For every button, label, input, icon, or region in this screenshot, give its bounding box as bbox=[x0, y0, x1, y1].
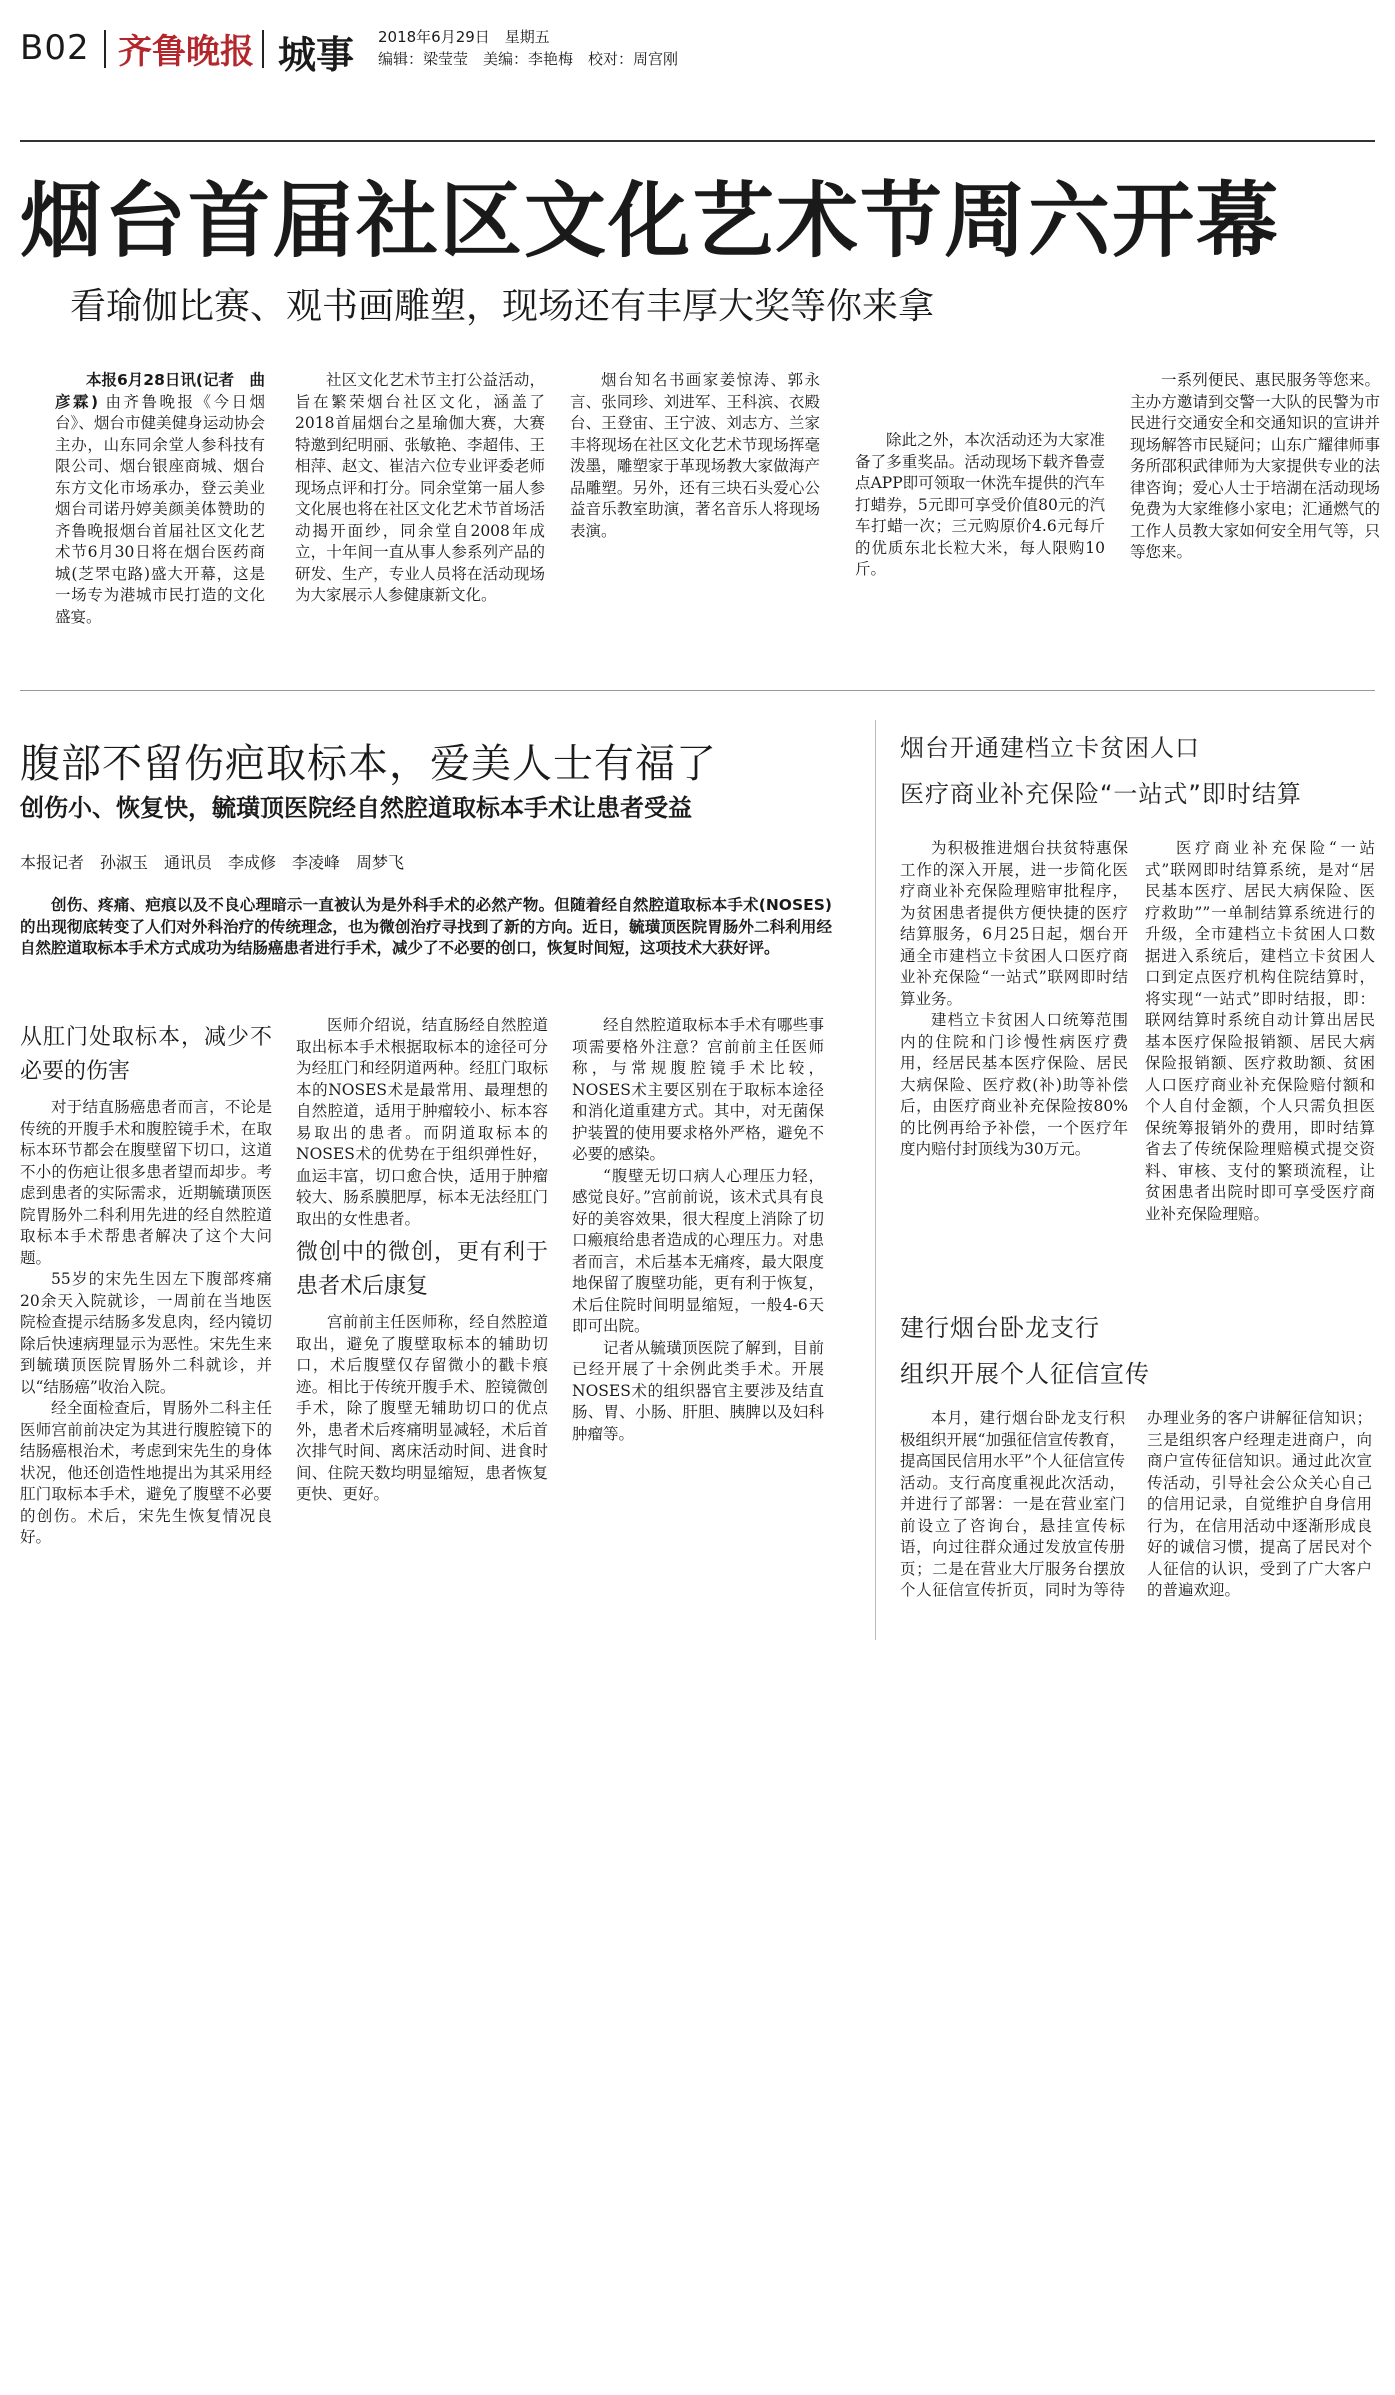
lead-dateline: 本报6月28日讯(记者 曲彦霖) bbox=[55, 371, 265, 411]
side1-column-2 bbox=[1145, 838, 1375, 1225]
paragraph: 经自然腔道取标本手术有哪些事项需要格外注意？宫前前主任医师称，与常规腹腔镜手术比较，NOSES术主要区别在于取标本途径和消化道重建方式。其中，对无菌保护装置的使用要求格外严格，避免不必要的感染。 bbox=[572, 1016, 824, 1163]
header-rule bbox=[20, 140, 1375, 142]
lead-col5-text: 一系列便民、惠民服务等您来。主办方邀请到交警一大队的民警为市民进行交通安全和交通知识的宣讲并现场解答市民疑问；山东广耀律师事务所邵积武律师为大家提供专业的法律咨询；爱心人士于培湖在活动现场免费为大家维修小家电；汇通燃气的工作人员教大家如何安全用气等，只等您来。 bbox=[1130, 371, 1380, 561]
lead-column-1 bbox=[55, 370, 265, 628]
section-name: 城事 bbox=[278, 32, 355, 77]
side2-body bbox=[900, 1408, 1372, 1602]
column-divider bbox=[875, 720, 876, 1640]
lead-col4-text: 除此之外，本次活动还为大家准备了多重奖品。活动现场下载齐鲁壹点APP即可领取一休洗车提供的汽车打蜡券，5元即可享受价值80元的汽车打蜡一次；三元购原价4.6元每斤的优质东北长粒大米，每人限购10斤。 bbox=[855, 431, 1105, 578]
issue-meta bbox=[378, 26, 678, 70]
lead-col1-text: 由齐鲁晚报《今日烟台》、烟台市健美健身运动协会主办，山东同余堂人参科技有限公司、烟台银座商城、烟台东方文化市场承办，登云美业烟台司诺丹婷美颜美体赞助的齐鲁晚报烟台首届社区文化艺术节6月30日将在烟台医药商城(芝罘屯路)盛大开幕，这是一场专为港城市民打造的文化盛宴。 bbox=[55, 392, 265, 626]
page-number: B02 bbox=[20, 28, 90, 68]
lead-col3-text: 烟台知名书画家姜惊涛、郭永言、张同珍、刘进军、王科滨、衣殿台、王登宙、王宁波、刘志方、兰家丰将现场在社区文化艺术节现场挥毫泼墨，雕塑家于革现场教大家做海产品雕塑。另外，还有三块石头爱心公益音乐教室助演，著名音乐人将现场表演。 bbox=[570, 371, 820, 540]
side1-title-line1: 烟台开通建档立卡贫困人口 bbox=[900, 734, 1200, 762]
hospital-title: 腹部不留伤疤取标本，爱美人士有福了 bbox=[20, 741, 717, 787]
crosshead: 从肛门处取标本，减少不必要的伤害 bbox=[20, 1025, 272, 1084]
lead-column-4 bbox=[855, 430, 1105, 581]
hospital-column-2 bbox=[296, 1015, 548, 1506]
lead-subheadline: 看瑜伽比赛、观书画雕塑，现场还有丰厚大奖等你来拿 bbox=[70, 286, 935, 327]
side1-title bbox=[900, 725, 1302, 817]
paragraph: 医师介绍说，结直肠经自然腔道取出标本手术根据取标本的途径可分为经肛门和经阴道两种。经肛门取标本的NOSES术是最常用、最理想的自然腔道，适用于肿瘤较小、标本容易取出的患者。而阴道取标本的NOSES术的优势在于组织弹性好，血运丰富，切口愈合快，适用于肿瘤较大、肠系膜肥厚，标本无法经肛门取出的女性患者。 bbox=[296, 1016, 548, 1228]
hospital-lead: 创伤、疼痛、疤痕以及不良心理暗示一直被认为是外科手术的必然产物。但随着经自然腔道取标本手术(NOSES)的出现彻底转变了人们对外科治疗的传统理念，也为微创治疗寻找到了新的方向。近日，毓璜顶医院胃肠外二科利用经自然腔道取标本手术方式成功为结肠癌患者进行手术，减少了不必要的创口，恢复时间短，这项技术大获好评。 bbox=[20, 896, 832, 957]
crosshead: 微创中的微创，更有利于患者术后康复 bbox=[296, 1240, 548, 1299]
issue-date: 2018年6月29日 星期五 bbox=[378, 28, 550, 46]
paragraph: 本月，建行烟台卧龙支行积极组织开展“加强征信宣传教育，提高国民信用水平”个人征信宣传活动。支行高度重视此次活动，并进行了部署：一是在营业室门前设立了咨询台，悬挂宣传标语，向过往群众通过发放宣传册页；二是在营业大厅服务台摆放个人征信宣传折页，同时为等待办理业务的客户讲解征信知识；三是组织客户经理走进商户，向商户宣传征信知识。通过此次宣传活动，引导社会公众关心自己的信用记录，自觉维护自身信用行为，在信用活动中逐渐形成良好的诚信习惯，提高了居民对个人征信的认识，受到了广大客户的普遍欢迎。 bbox=[900, 1409, 1372, 1599]
lead-column-5 bbox=[1130, 370, 1380, 564]
lead-column-2 bbox=[295, 370, 545, 607]
paragraph: “腹壁无切口病人心理压力轻，感觉良好。”宫前前说，该术式具有良好的美容效果，很大程度上消除了切口瘢痕给患者造成的心理压力。对患者而言，术后基本无痛疼，最大限度地保留了腹壁功能，更有利于恢复，术后住院时间明显缩短，一般4-6天即可出院。 bbox=[572, 1166, 824, 1335]
paragraph: 建档立卡贫困人口统筹范围内的住院和门诊慢性病医疗费用，经居民基本医疗保险、居民大病保险、医疗救(补)助等补偿后，由医疗商业补充保险按80%的比例再给予补偿，一个医疗年度内赔付封顶线为30万元。 bbox=[900, 1011, 1128, 1158]
side1-title-line2: 医疗商业补充保险“一站式”即时结算 bbox=[900, 780, 1302, 808]
lead-headline: 烟台首届社区文化艺术节周六开幕 bbox=[20, 174, 1281, 269]
side2-title-line2: 组织开展个人征信宣传 bbox=[900, 1360, 1150, 1388]
side2-title-line1: 建行烟台卧龙支行 bbox=[900, 1314, 1100, 1342]
paragraph: 55岁的宋先生因左下腹部疼痛20余天入院就诊，一周前在当地医院检查提示结肠多发息肉，经内镜切除后快速病理显示为恶性。宋先生来到毓璜顶医院胃肠外二科就诊，并以“结肠癌”收治入院。 bbox=[20, 1270, 272, 1396]
newspaper-logo: 齐鲁晚报 bbox=[118, 32, 254, 72]
paragraph: 记者从毓璜顶医院了解到，目前已经开展了十余例此类手术。开展NOSES术的组织器官主要涉及结直肠、胃、小肠、肝胆、胰脾以及妇科肿瘤等。 bbox=[572, 1338, 824, 1443]
paragraph: 经全面检查后，胃肠外二科主任医师宫前前决定为其进行腹腔镜下的结肠癌根治术，考虑到宋先生的身体状况，他还创造性地提出为其采用经肛门取标本手术，避免了腹壁不必要的创伤。术后，宋先生恢复情况良好。 bbox=[20, 1399, 272, 1546]
section-rule bbox=[20, 690, 1375, 691]
side1-column-1 bbox=[900, 838, 1128, 1161]
staff-credits: 编辑：梁莹莹 美编：李艳梅 校对：周宫刚 bbox=[378, 50, 679, 68]
lead-col2-text: 社区文化艺术节主打公益活动，旨在繁荣烟台社区文化，涵盖了2018首届烟台之星瑜伽大赛，大赛特邀到纪明丽、张敏艳、李超伟、王相萍、赵文、崔洁六位专业评委老师现场点评和打分。同余堂第一届人参文化展也将在社区文化艺术节首场活动揭开面纱，同余堂自2008年成立，十年间一直从事人参系列产品的研发、生产，专业人员将在活动现场为大家展示人参健康新文化。 bbox=[295, 371, 545, 604]
paragraph: 为积极推进烟台扶贫特惠保工作的深入开展，进一步简化医疗商业补充保险理赔审批程序，为贫困患者提供方便快捷的医疗结算服务，6月25日起，烟台开通全市建档立卡贫困人口医疗商业补充保险“一站式”联网即时结算业务。 bbox=[900, 839, 1128, 1008]
hospital-column-3 bbox=[572, 1015, 824, 1445]
paragraph: 医疗商业补充保险“一站式”联网即时结算系统，是对“居民基本医疗、居民大病保险、医疗救助””一单制结算系统进行的升级，全市建档立卡贫困人口数据进入系统后，建档立卡贫困人口到定点医疗机构住院结算时，将实现“一站式”即时结报，即：联网结算时系统自动计算出居民基本医疗保险报销额、居民大病保险报销额、医疗救助额、贫困人口医疗商业补充保险赔付额和个人自付金额，个人只需负担医保统筹报销外的费用，即时结算省去了传统保险理赔模式提交资料、审核、支付的繁琐流程，让贫困患者出院时即可享受医疗商业补充保险理赔。 bbox=[1145, 839, 1375, 1223]
header-divider bbox=[104, 30, 106, 68]
lead-column-3 bbox=[570, 370, 820, 542]
paragraph: 宫前前主任医师称，经自然腔道取出，避免了腹壁取标本的辅助切口，术后腹壁仅存留微小的戳卡痕迹。相比于传统开腹手术、腔镜微创手术，除了腹壁无辅助切口的优点外，患者术后疼痛明显减轻，术后首次排气时间、离床活动时间、进食时间、住院天数均明显缩短，患者恢复更快、更好。 bbox=[296, 1313, 548, 1503]
hospital-byline: 本报记者 孙淑玉 通讯员 李成修 李凌峰 周梦飞 bbox=[20, 853, 405, 872]
paragraph: 对于结直肠癌患者而言，不论是传统的开腹手术和腹腔镜手术，在取标本环节都会在腹壁留下切口，这道不小的伤疤让很多患者望而却步。考虑到患者的实际需求，近期毓璜顶医院胃肠外二科利用先进的经自然腔道取标本手术帮患者解决了这个大问题。 bbox=[20, 1098, 272, 1267]
side2-title bbox=[900, 1305, 1150, 1397]
header-divider bbox=[262, 30, 264, 68]
hospital-subtitle: 创伤小、恢复快，毓璜顶医院经自然腔道取标本手术让患者受益 bbox=[20, 794, 692, 822]
hospital-column-1 bbox=[20, 1015, 272, 1549]
